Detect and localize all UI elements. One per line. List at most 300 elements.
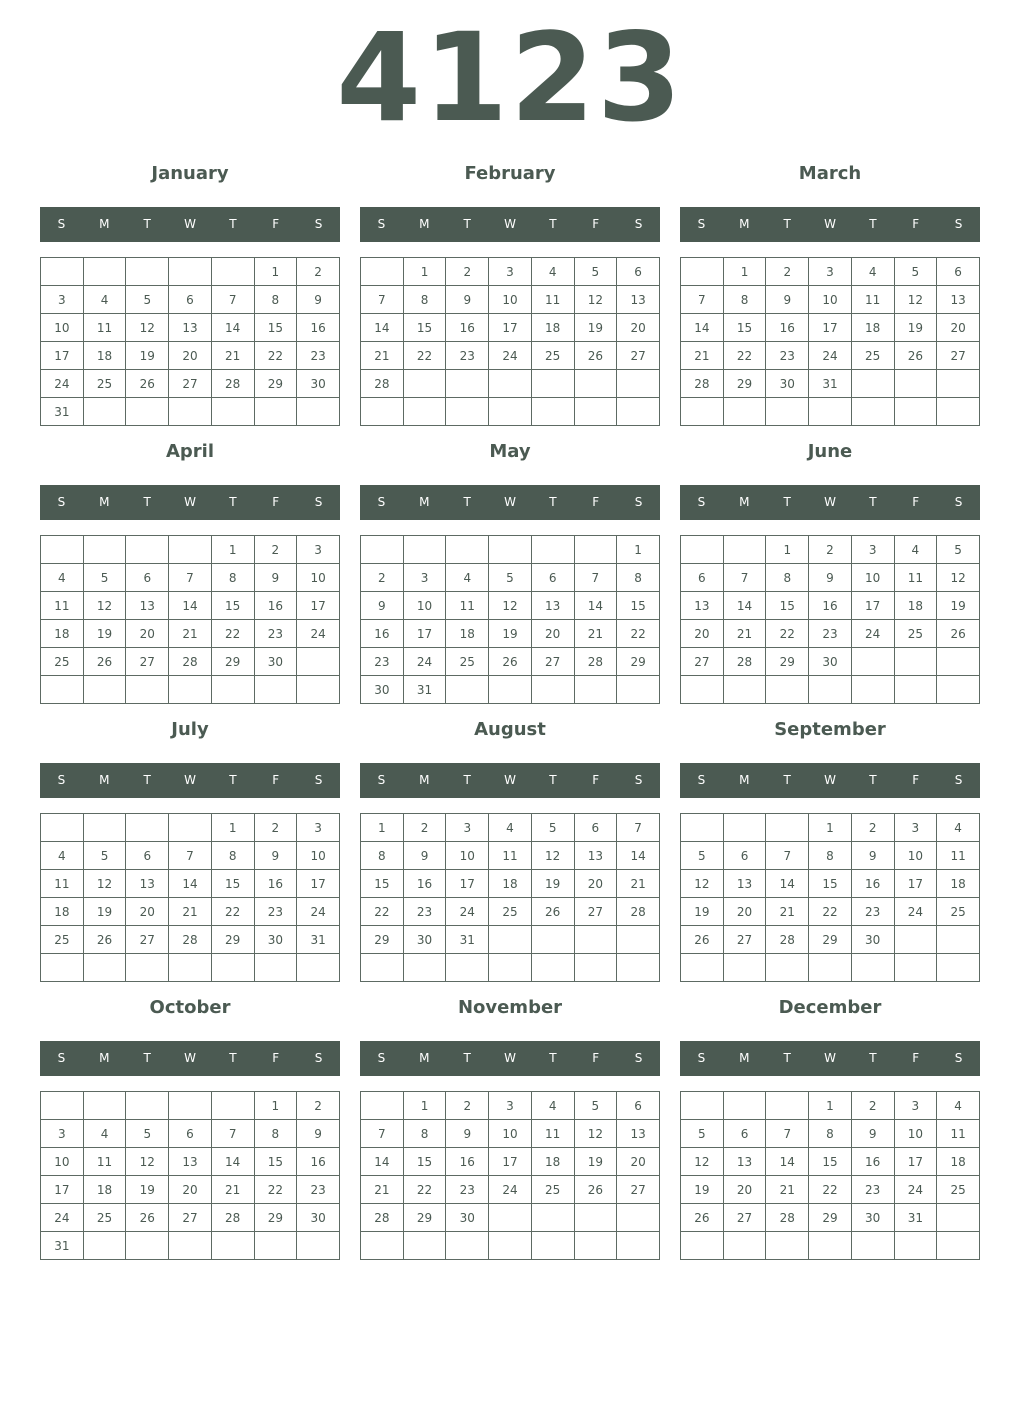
day-cell: 29 [211, 648, 254, 676]
day-cell: 25 [937, 898, 980, 926]
week-row [41, 258, 340, 286]
empty-day-cell [83, 954, 126, 982]
day-cell: 27 [937, 342, 980, 370]
day-cell: 4 [489, 814, 532, 842]
day-cell: 10 [297, 564, 340, 592]
day-cell: 13 [169, 1148, 212, 1176]
empty-day-cell [766, 1232, 809, 1260]
day-cell: 22 [766, 620, 809, 648]
day-cell: 7 [723, 564, 766, 592]
day-cell: 24 [809, 342, 852, 370]
day-cell: 12 [83, 870, 126, 898]
empty-day-cell [723, 1092, 766, 1120]
weekday-label: S [314, 495, 323, 509]
weekday-header [360, 207, 660, 242]
empty-day-cell [937, 398, 980, 426]
day-cell: 11 [83, 1148, 126, 1176]
empty-day-cell [361, 398, 404, 426]
day-cell: 12 [531, 842, 574, 870]
empty-day-cell [83, 398, 126, 426]
day-cell: 28 [169, 926, 212, 954]
day-cell: 9 [446, 1120, 489, 1148]
weekday-label: S [954, 773, 963, 787]
day-cell: 27 [169, 1204, 212, 1232]
empty-day-cell [361, 954, 404, 982]
month-name: July [171, 719, 209, 740]
day-cell: 16 [254, 592, 297, 620]
day-cell: 5 [83, 842, 126, 870]
day-cell: 6 [574, 814, 617, 842]
empty-day-cell [574, 370, 617, 398]
empty-day-cell [851, 1232, 894, 1260]
week-row [681, 842, 980, 870]
day-cell: 23 [297, 342, 340, 370]
week-row [361, 370, 660, 398]
day-cell: 9 [766, 286, 809, 314]
weekday-header [680, 763, 980, 798]
empty-day-cell [681, 814, 724, 842]
empty-day-cell [937, 648, 980, 676]
day-cell: 24 [489, 1176, 532, 1204]
day-cell: 26 [574, 1176, 617, 1204]
week-row [361, 564, 660, 592]
day-cell: 20 [937, 314, 980, 342]
day-cell: 26 [531, 898, 574, 926]
day-cell: 5 [83, 564, 126, 592]
weekday-label: T [229, 217, 237, 231]
empty-day-cell [723, 1232, 766, 1260]
day-cell: 2 [254, 814, 297, 842]
day-cell: 17 [851, 592, 894, 620]
week-row [681, 342, 980, 370]
empty-day-cell [211, 398, 254, 426]
day-cell: 22 [617, 620, 660, 648]
empty-day-cell [489, 398, 532, 426]
day-cell: 19 [531, 870, 574, 898]
day-cell: 14 [361, 1148, 404, 1176]
day-cell: 5 [531, 814, 574, 842]
day-cell: 29 [809, 926, 852, 954]
day-cell: 12 [126, 314, 169, 342]
day-cell: 31 [809, 370, 852, 398]
day-cell: 30 [809, 648, 852, 676]
day-cell: 21 [211, 342, 254, 370]
empty-day-cell [937, 676, 980, 704]
day-cell: 8 [617, 564, 660, 592]
day-cell: 9 [851, 842, 894, 870]
day-cell: 29 [617, 648, 660, 676]
empty-day-cell [766, 398, 809, 426]
day-cell: 5 [126, 1120, 169, 1148]
month-name: October [149, 997, 231, 1018]
day-cell: 31 [894, 1204, 937, 1232]
day-cell: 13 [126, 870, 169, 898]
weekday-label: W [824, 1051, 836, 1065]
day-cell: 18 [851, 314, 894, 342]
day-cell: 4 [83, 286, 126, 314]
day-cell: 28 [766, 1204, 809, 1232]
day-cell: 17 [297, 870, 340, 898]
day-cell: 23 [851, 1176, 894, 1204]
day-grid [360, 257, 660, 426]
week-row [41, 1120, 340, 1148]
day-cell: 30 [766, 370, 809, 398]
day-cell: 28 [723, 648, 766, 676]
day-cell: 12 [681, 870, 724, 898]
weekday-label: S [697, 1051, 706, 1065]
empty-day-cell [531, 954, 574, 982]
weekday-label: W [504, 773, 516, 787]
weekday-label: T [229, 495, 237, 509]
day-cell: 14 [617, 842, 660, 870]
day-cell: 22 [723, 342, 766, 370]
day-cell: 4 [937, 814, 980, 842]
day-cell: 30 [254, 648, 297, 676]
day-cell: 27 [681, 648, 724, 676]
day-cell: 28 [361, 1204, 404, 1232]
week-row [681, 1204, 980, 1232]
day-cell: 6 [937, 258, 980, 286]
weekday-label: M [99, 1051, 110, 1065]
day-cell: 16 [361, 620, 404, 648]
day-cell: 14 [211, 1148, 254, 1176]
week-row [361, 870, 660, 898]
weekday-label: S [57, 773, 66, 787]
day-cell: 15 [211, 870, 254, 898]
empty-day-cell [894, 398, 937, 426]
empty-day-cell [489, 370, 532, 398]
day-cell: 28 [617, 898, 660, 926]
day-grid [680, 1091, 980, 1260]
day-cell: 25 [851, 342, 894, 370]
day-cell: 11 [937, 1120, 980, 1148]
week-row [361, 1204, 660, 1232]
empty-day-cell [489, 536, 532, 564]
day-cell: 27 [126, 648, 169, 676]
weekday-label: F [592, 1051, 600, 1065]
empty-day-cell [681, 398, 724, 426]
day-cell: 13 [126, 592, 169, 620]
weekday-label: S [377, 1051, 386, 1065]
day-cell: 25 [446, 648, 489, 676]
empty-day-cell [937, 1232, 980, 1260]
weekday-label: F [912, 495, 920, 509]
month-name: November [457, 997, 563, 1018]
day-cell: 29 [361, 926, 404, 954]
week-row [41, 648, 340, 676]
week-row [681, 898, 980, 926]
day-cell: 16 [766, 314, 809, 342]
empty-day-cell [531, 536, 574, 564]
day-cell: 3 [297, 814, 340, 842]
weekday-header [40, 485, 340, 520]
day-cell: 29 [766, 648, 809, 676]
empty-day-cell [169, 954, 212, 982]
week-row [681, 1176, 980, 1204]
weekday-label: S [697, 495, 706, 509]
day-cell: 26 [937, 620, 980, 648]
weekday-label: T [869, 773, 877, 787]
day-cell: 6 [723, 842, 766, 870]
day-cell: 5 [489, 564, 532, 592]
day-cell: 4 [83, 1120, 126, 1148]
empty-day-cell [531, 926, 574, 954]
day-cell: 24 [41, 1204, 84, 1232]
day-cell: 13 [617, 1120, 660, 1148]
day-cell: 17 [809, 314, 852, 342]
empty-day-cell [489, 1232, 532, 1260]
empty-day-cell [446, 954, 489, 982]
empty-day-cell [254, 954, 297, 982]
weekday-label: F [272, 1051, 280, 1065]
week-row [41, 926, 340, 954]
empty-day-cell [489, 954, 532, 982]
week-row [41, 370, 340, 398]
day-cell: 6 [723, 1120, 766, 1148]
day-cell: 18 [937, 870, 980, 898]
day-cell: 5 [937, 536, 980, 564]
day-cell: 13 [169, 314, 212, 342]
day-cell: 8 [254, 286, 297, 314]
week-row [41, 1176, 340, 1204]
day-cell: 25 [894, 620, 937, 648]
day-cell: 2 [297, 1092, 340, 1120]
week-row [41, 1092, 340, 1120]
day-cell: 8 [361, 842, 404, 870]
day-cell: 23 [403, 898, 446, 926]
day-cell: 15 [403, 1148, 446, 1176]
empty-day-cell [446, 1232, 489, 1260]
day-cell: 16 [446, 1148, 489, 1176]
weekday-label: W [824, 773, 836, 787]
day-cell: 3 [809, 258, 852, 286]
day-cell: 13 [531, 592, 574, 620]
weekday-label: M [739, 217, 750, 231]
week-row [41, 1204, 340, 1232]
week-row [41, 1232, 340, 1260]
day-grid [360, 535, 660, 704]
day-cell: 6 [617, 1092, 660, 1120]
weekday-label: S [634, 773, 643, 787]
day-cell: 27 [617, 1176, 660, 1204]
day-cell: 8 [254, 1120, 297, 1148]
day-cell: 23 [297, 1176, 340, 1204]
empty-day-cell [297, 1232, 340, 1260]
day-cell: 31 [403, 676, 446, 704]
week-row [681, 1092, 980, 1120]
day-cell: 3 [489, 1092, 532, 1120]
day-cell: 22 [211, 898, 254, 926]
day-cell: 18 [446, 620, 489, 648]
day-cell: 28 [361, 370, 404, 398]
empty-day-cell [851, 648, 894, 676]
day-cell: 23 [254, 898, 297, 926]
empty-day-cell [574, 1204, 617, 1232]
day-cell: 8 [403, 1120, 446, 1148]
day-cell: 16 [297, 1148, 340, 1176]
weekday-header [680, 485, 980, 520]
week-row [41, 398, 340, 426]
day-cell: 7 [361, 1120, 404, 1148]
day-cell: 30 [851, 926, 894, 954]
day-cell: 11 [446, 592, 489, 620]
day-cell: 2 [446, 1092, 489, 1120]
weekday-label: S [377, 773, 386, 787]
weekday-label: M [739, 1051, 750, 1065]
day-cell: 28 [574, 648, 617, 676]
week-row [681, 258, 980, 286]
day-cell: 2 [766, 258, 809, 286]
day-grid [360, 1091, 660, 1260]
empty-day-cell [297, 954, 340, 982]
day-cell: 9 [254, 842, 297, 870]
empty-day-cell [297, 398, 340, 426]
weekday-label: T [783, 217, 791, 231]
empty-day-cell [403, 398, 446, 426]
day-cell: 24 [894, 898, 937, 926]
day-cell: 5 [894, 258, 937, 286]
empty-day-cell [361, 1232, 404, 1260]
day-cell: 11 [83, 314, 126, 342]
empty-day-cell [894, 676, 937, 704]
empty-day-cell [531, 370, 574, 398]
weekday-label: S [314, 773, 323, 787]
day-cell: 24 [489, 342, 532, 370]
empty-day-cell [723, 676, 766, 704]
day-cell: 12 [574, 1120, 617, 1148]
weekday-label: S [634, 1051, 643, 1065]
day-cell: 7 [211, 1120, 254, 1148]
day-cell: 27 [531, 648, 574, 676]
empty-day-cell [681, 676, 724, 704]
week-row [681, 1148, 980, 1176]
day-cell: 7 [681, 286, 724, 314]
weekday-label: M [419, 1051, 430, 1065]
empty-day-cell [126, 954, 169, 982]
empty-day-cell [83, 814, 126, 842]
day-cell: 23 [809, 620, 852, 648]
weekday-label: T [143, 217, 151, 231]
empty-day-cell [361, 258, 404, 286]
day-cell: 10 [446, 842, 489, 870]
empty-day-cell [403, 954, 446, 982]
day-cell: 8 [211, 842, 254, 870]
empty-day-cell [169, 1232, 212, 1260]
empty-day-cell [126, 1232, 169, 1260]
empty-day-cell [617, 676, 660, 704]
day-cell: 2 [254, 536, 297, 564]
day-cell: 21 [574, 620, 617, 648]
empty-day-cell [126, 398, 169, 426]
day-cell: 6 [681, 564, 724, 592]
empty-day-cell [531, 1204, 574, 1232]
day-cell: 19 [126, 1176, 169, 1204]
week-row [361, 398, 660, 426]
day-cell: 9 [254, 564, 297, 592]
day-cell: 13 [723, 1148, 766, 1176]
day-cell: 2 [361, 564, 404, 592]
weekday-label: S [697, 773, 706, 787]
week-row [681, 926, 980, 954]
day-cell: 4 [446, 564, 489, 592]
day-cell: 24 [41, 370, 84, 398]
day-cell: 16 [809, 592, 852, 620]
day-cell: 5 [126, 286, 169, 314]
day-cell: 19 [126, 342, 169, 370]
week-row [41, 954, 340, 982]
day-cell: 6 [617, 258, 660, 286]
weekday-label: M [739, 773, 750, 787]
empty-day-cell [126, 258, 169, 286]
empty-day-cell [446, 676, 489, 704]
day-cell: 19 [83, 898, 126, 926]
week-row [361, 342, 660, 370]
day-cell: 18 [894, 592, 937, 620]
week-row [361, 620, 660, 648]
day-cell: 25 [531, 1176, 574, 1204]
empty-day-cell [681, 258, 724, 286]
day-cell: 3 [41, 286, 84, 314]
weekday-label: W [184, 217, 196, 231]
week-row [41, 870, 340, 898]
empty-day-cell [169, 1092, 212, 1120]
day-cell: 2 [403, 814, 446, 842]
empty-day-cell [723, 954, 766, 982]
day-cell: 26 [126, 370, 169, 398]
day-cell: 4 [41, 842, 84, 870]
empty-day-cell [766, 676, 809, 704]
weekday-label: S [314, 1051, 323, 1065]
day-cell: 26 [489, 648, 532, 676]
day-cell: 18 [83, 1176, 126, 1204]
day-cell: 25 [83, 370, 126, 398]
day-cell: 3 [894, 814, 937, 842]
day-cell: 12 [83, 592, 126, 620]
week-row [361, 676, 660, 704]
day-cell: 28 [766, 926, 809, 954]
day-cell: 20 [723, 898, 766, 926]
day-cell: 13 [723, 870, 766, 898]
day-cell: 1 [809, 814, 852, 842]
empty-day-cell [169, 676, 212, 704]
empty-day-cell [361, 536, 404, 564]
empty-day-cell [41, 1092, 84, 1120]
weekday-header [360, 1041, 660, 1076]
weekday-label: S [954, 217, 963, 231]
day-cell: 20 [681, 620, 724, 648]
day-cell: 15 [254, 314, 297, 342]
month-name: April [165, 441, 215, 462]
weekday-label: S [634, 217, 643, 231]
empty-day-cell [937, 954, 980, 982]
day-cell: 8 [766, 564, 809, 592]
week-row [681, 592, 980, 620]
week-row [681, 620, 980, 648]
day-cell: 17 [41, 342, 84, 370]
day-cell: 25 [41, 926, 84, 954]
day-cell: 30 [361, 676, 404, 704]
weekday-label: T [229, 1051, 237, 1065]
empty-day-cell [446, 398, 489, 426]
day-cell: 28 [211, 1204, 254, 1232]
day-cell: 7 [766, 1120, 809, 1148]
weekday-label: T [463, 773, 471, 787]
day-cell: 20 [574, 870, 617, 898]
weekday-label: F [272, 495, 280, 509]
weekday-label: T [549, 1051, 557, 1065]
day-cell: 7 [361, 286, 404, 314]
day-cell: 21 [681, 342, 724, 370]
